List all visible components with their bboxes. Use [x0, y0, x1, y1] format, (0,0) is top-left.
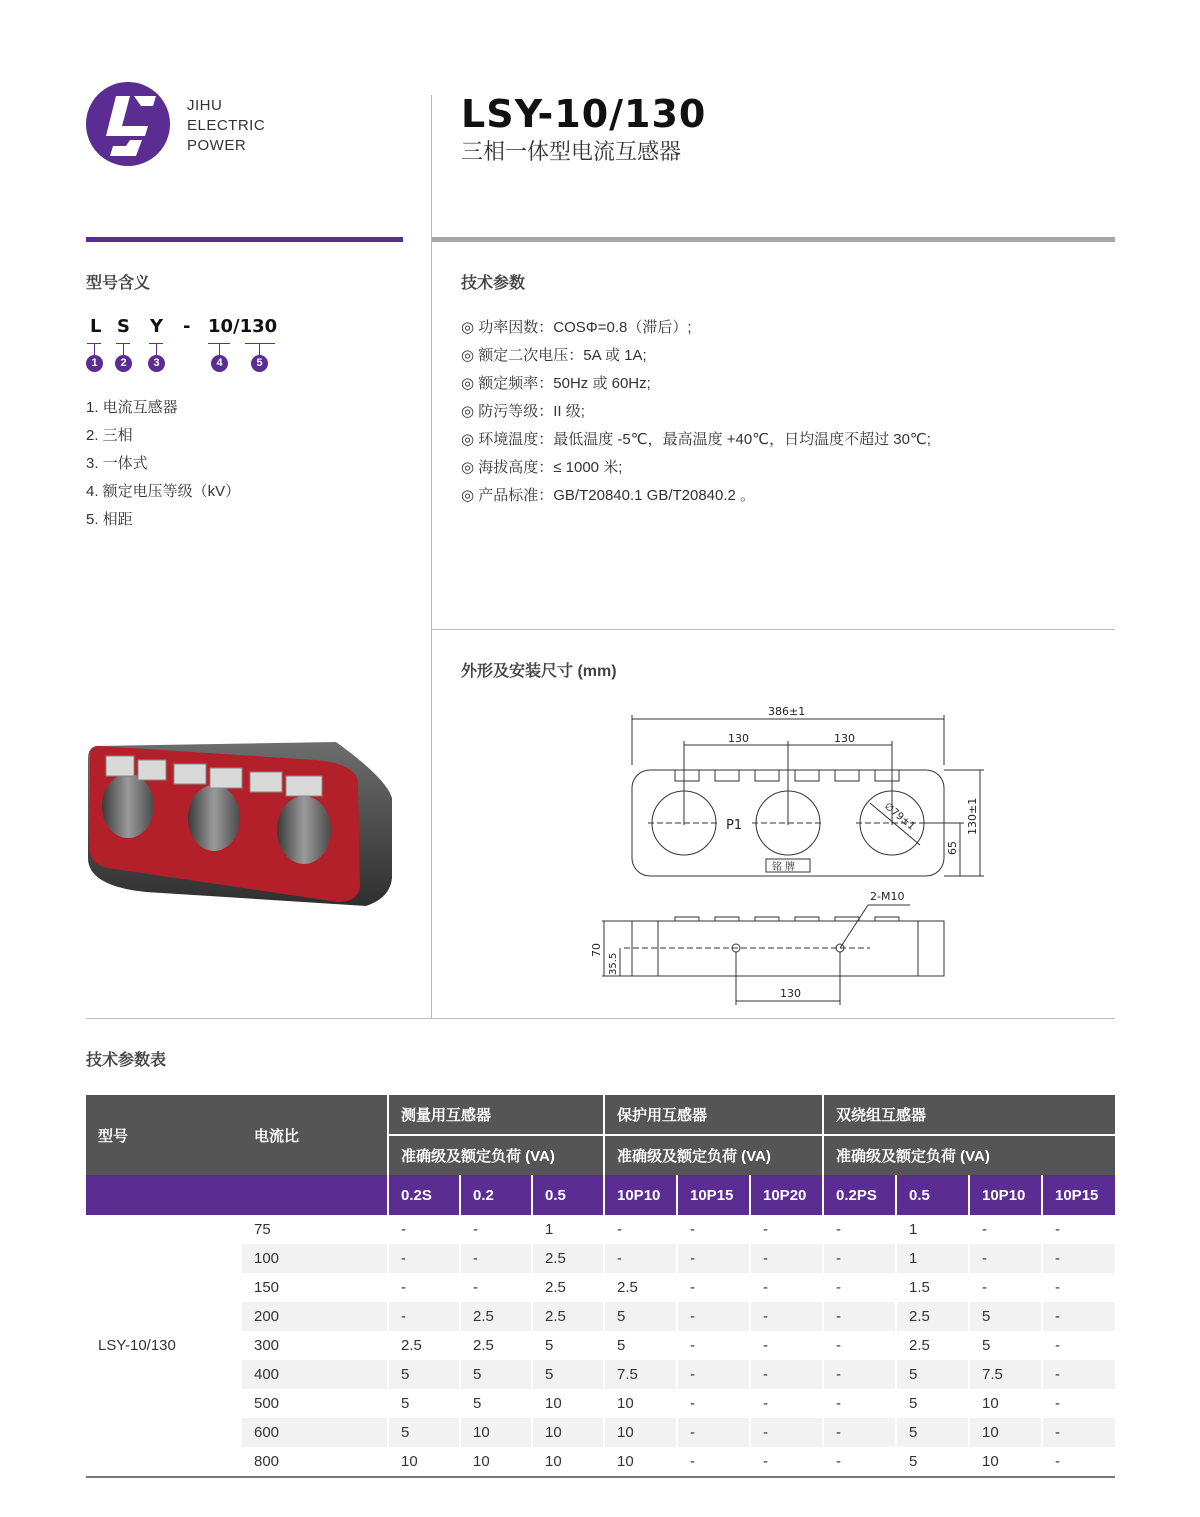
code-tick [123, 343, 124, 355]
class-row-blank [242, 1175, 388, 1215]
model-cell: LSY-10/130 [86, 1215, 242, 1476]
value-cell: 7.5 [604, 1360, 677, 1389]
value-cell: 2.5 [896, 1302, 969, 1331]
param-item: ◎ 额定频率：50Hz 或 60Hz; [461, 375, 651, 392]
header-sub: 准确级及额定负荷 (VA) [823, 1135, 1115, 1175]
meaning-item: 5. 相距 [86, 511, 133, 528]
value-cell: - [750, 1273, 823, 1302]
value-cell: - [750, 1244, 823, 1273]
page-subtitle: 三相一体型电流互感器 [461, 139, 682, 164]
brand-logo [86, 82, 170, 166]
value-cell: - [460, 1215, 532, 1244]
value-cell: - [677, 1447, 750, 1476]
value-cell: - [1042, 1302, 1115, 1331]
value-cell: 5 [460, 1389, 532, 1418]
value-cell: 2.5 [896, 1331, 969, 1360]
brand-line-2: ELECTRIC [187, 117, 266, 134]
class-header: 0.5 [896, 1175, 969, 1215]
header-group-measure: 测量用互感器 [388, 1095, 604, 1135]
ratio-cell: 600 [242, 1418, 388, 1447]
value-cell: - [677, 1302, 750, 1331]
product-photo [86, 738, 396, 910]
header-ratio: 电流比 [242, 1095, 388, 1175]
value-cell: 5 [896, 1418, 969, 1447]
class-header: 0.2PS [823, 1175, 896, 1215]
header-sub: 准确级及额定负荷 (VA) [604, 1135, 823, 1175]
value-cell: - [677, 1418, 750, 1447]
value-cell: - [750, 1418, 823, 1447]
class-header: 10P10 [969, 1175, 1042, 1215]
dim-overall: 386±1 [768, 705, 806, 718]
vertical-divider [431, 95, 432, 1019]
ratio-cell: 300 [254, 1337, 280, 1354]
value-cell: 2.5 [604, 1273, 677, 1302]
value-cell: 5 [969, 1302, 1042, 1331]
value-cell: - [677, 1273, 750, 1302]
value-cell: - [677, 1331, 750, 1360]
value-cell: 10 [532, 1418, 604, 1447]
class-header: 10P15 [1042, 1175, 1115, 1215]
value-cell: 5 [896, 1360, 969, 1389]
code-dash: - [183, 316, 191, 337]
value-cell: - [750, 1302, 823, 1331]
dim-diameter: ∅79±1 [882, 800, 917, 833]
value-cell: - [388, 1273, 460, 1302]
class-header: 0.2 [460, 1175, 532, 1215]
value-cell: 5 [896, 1447, 969, 1476]
dim-half-height: 65 [946, 841, 959, 855]
section-divider [432, 629, 1115, 630]
param-item: ◎ 环境温度：最低温度 -5℃，最高温度 +40℃，日均温度不超过 30℃; [461, 431, 931, 448]
dim-height: 130±1 [966, 797, 979, 835]
meaning-item: 2. 三相 [86, 427, 133, 444]
value-cell: - [388, 1215, 460, 1244]
value-cell: - [1042, 1244, 1115, 1273]
value-cell: - [823, 1447, 896, 1476]
value-cell: 2.5 [532, 1244, 604, 1273]
meaning-item: 1. 电流互感器 [86, 399, 178, 416]
value-cell: - [823, 1215, 896, 1244]
param-item: ◎ 功率因数：COSΦ=0.8（滞后）; [461, 319, 692, 336]
value-cell: 5 [604, 1302, 677, 1331]
value-cell: 2.5 [460, 1302, 532, 1331]
value-cell: - [677, 1244, 750, 1273]
value-cell: - [750, 1389, 823, 1418]
ratio-cell: 75 [254, 1221, 271, 1238]
value-cell: 10 [532, 1447, 604, 1476]
value-cell: 10 [969, 1389, 1042, 1418]
model-meaning-heading: 型号含义 [86, 275, 151, 292]
value-cell: - [1042, 1389, 1115, 1418]
dim-bolt: 2-M10 [870, 890, 905, 903]
value-cell: 10 [969, 1447, 1042, 1476]
dim-side-half: 35.5 [608, 952, 619, 975]
spec-table-heading: 技术参数表 [86, 1052, 167, 1069]
meaning-item: 3. 一体式 [86, 455, 148, 472]
table-bottom-rule [86, 1476, 1115, 1478]
code-letter-5: 10/130 [208, 316, 278, 337]
dim-pitch-right: 130 [834, 732, 855, 745]
value-cell: - [823, 1273, 896, 1302]
value-cell: 5 [460, 1360, 532, 1389]
value-cell: - [750, 1331, 823, 1360]
value-cell: 1.5 [896, 1273, 969, 1302]
code-letter-1: L [90, 316, 102, 337]
dim-side-height: 70 [590, 943, 603, 957]
value-cell: 7.5 [969, 1360, 1042, 1389]
code-number-badge: 5 [251, 355, 268, 372]
brand-line-1: JIHU [187, 97, 223, 114]
page-title: LSY-10/130 [461, 92, 707, 136]
value-cell: - [823, 1360, 896, 1389]
value-cell: - [823, 1244, 896, 1273]
class-header: 10P10 [604, 1175, 677, 1215]
value-cell: - [823, 1389, 896, 1418]
value-cell: 5 [969, 1331, 1042, 1360]
value-cell: - [823, 1331, 896, 1360]
header-sub: 准确级及额定负荷 (VA) [388, 1135, 604, 1175]
meaning-item: 4. 额定电压等级（kV） [86, 483, 241, 500]
code-letter-3: Y [150, 316, 164, 337]
value-cell: - [969, 1244, 1042, 1273]
code-letter-2: S [117, 316, 130, 337]
value-cell: - [1042, 1215, 1115, 1244]
value-cell: 5 [532, 1360, 604, 1389]
brand-line-3: POWER [187, 137, 247, 154]
section-bar [432, 237, 1115, 242]
header-group-protect: 保护用互感器 [604, 1095, 823, 1135]
code-number-badge: 3 [148, 355, 165, 372]
class-header: 10P15 [677, 1175, 750, 1215]
value-cell: - [750, 1215, 823, 1244]
table-row [86, 1215, 1115, 1244]
value-cell: 2.5 [532, 1302, 604, 1331]
value-cell: - [1042, 1447, 1115, 1476]
code-tick [219, 343, 220, 355]
value-cell: - [677, 1389, 750, 1418]
value-cell: 2.5 [532, 1273, 604, 1302]
value-cell: - [388, 1244, 460, 1273]
value-cell: - [460, 1273, 532, 1302]
dim-bolt-pitch: 130 [780, 987, 801, 1000]
header-model: 型号 [86, 1095, 242, 1175]
accent-bar [86, 237, 403, 242]
value-cell: - [823, 1418, 896, 1447]
code-number-badge: 4 [211, 355, 228, 372]
section-divider [86, 1018, 1115, 1019]
value-cell: 5 [896, 1389, 969, 1418]
class-row-blank [86, 1175, 242, 1215]
value-cell: - [750, 1360, 823, 1389]
value-cell: 10 [604, 1418, 677, 1447]
dimensions-heading: 外形及安装尺寸 (mm) [461, 663, 617, 680]
ratio-cell: 500 [254, 1395, 280, 1412]
brand-name [187, 96, 265, 156]
code-number-badge: 2 [115, 355, 132, 372]
value-cell: 1 [532, 1215, 604, 1244]
value-cell: - [1042, 1273, 1115, 1302]
value-cell: - [969, 1215, 1042, 1244]
class-header: 0.2S [388, 1175, 460, 1215]
ratio-cell: 200 [242, 1302, 388, 1331]
code-number-badge: 1 [86, 355, 103, 372]
value-cell: 5 [532, 1331, 604, 1360]
ratio-cell: 100 [242, 1244, 388, 1273]
ratio-cell: 800 [254, 1453, 280, 1470]
param-item: ◎ 产品标准：GB/T20840.1 GB/T20840.2 。 [461, 487, 756, 504]
value-cell: 1 [896, 1244, 969, 1273]
code-underline [245, 343, 275, 344]
value-cell: 10 [532, 1389, 604, 1418]
ratio-cell: 150 [254, 1279, 280, 1296]
value-cell: - [388, 1302, 460, 1331]
value-cell: 5 [604, 1331, 677, 1360]
value-cell: - [677, 1360, 750, 1389]
header-group-dual: 双绕组互感器 [823, 1095, 1115, 1135]
value-cell: 10 [969, 1418, 1042, 1447]
spec-table [86, 1095, 1115, 1476]
param-item: ◎ 防污等级：II 级; [461, 403, 585, 420]
param-item: ◎ 额定二次电压：5A 或 1A; [461, 347, 647, 364]
class-header: 10P20 [750, 1175, 823, 1215]
value-cell: 5 [388, 1360, 460, 1389]
value-cell: - [604, 1215, 677, 1244]
value-cell: - [1042, 1360, 1115, 1389]
code-tick [94, 343, 95, 355]
value-cell: 10 [460, 1447, 532, 1476]
value-cell: - [460, 1244, 532, 1273]
dim-pitch-left: 130 [728, 732, 749, 745]
value-cell: 10 [604, 1389, 677, 1418]
value-cell: - [677, 1215, 750, 1244]
value-cell: 5 [388, 1389, 460, 1418]
tech-params-heading: 技术参数 [461, 275, 526, 292]
value-cell: - [604, 1244, 677, 1273]
value-cell: 10 [604, 1447, 677, 1476]
ratio-cell: 400 [242, 1360, 388, 1389]
value-cell: 1 [896, 1215, 969, 1244]
dim-nameplate: 铭 牌 [772, 862, 796, 873]
value-cell: - [1042, 1418, 1115, 1447]
value-cell: 10 [460, 1418, 532, 1447]
value-cell: 2.5 [460, 1331, 532, 1360]
value-cell: - [969, 1273, 1042, 1302]
value-cell: - [750, 1447, 823, 1476]
value-cell: 2.5 [388, 1331, 460, 1360]
value-cell: - [1042, 1331, 1115, 1360]
dimension-drawing [580, 695, 1000, 1015]
value-cell: 10 [388, 1447, 460, 1476]
class-header: 0.5 [532, 1175, 604, 1215]
code-tick [156, 343, 157, 355]
value-cell: 5 [388, 1418, 460, 1447]
param-item: ◎ 海拔高度：≤ 1000 米; [461, 459, 623, 476]
dim-p1: P1 [726, 818, 743, 833]
value-cell: - [823, 1302, 896, 1331]
code-tick [259, 343, 260, 355]
